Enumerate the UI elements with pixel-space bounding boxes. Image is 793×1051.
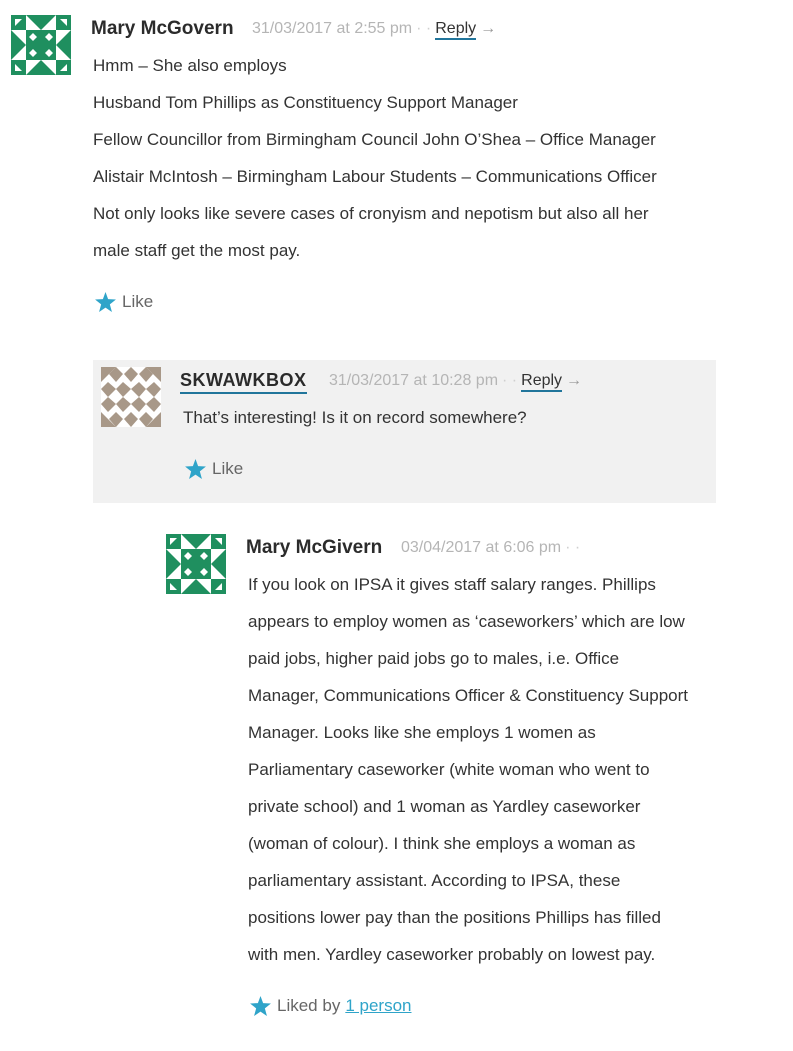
star-icon — [185, 459, 206, 479]
comment-text-line: Manager. Looks like she employs 1 women as — [248, 723, 596, 742]
avatar-identicon-icon[interactable] — [11, 15, 71, 75]
comment-author: Mary McGivern — [246, 537, 383, 558]
comment-text-line: Manager, Communications Officer & Constituency Support — [248, 686, 689, 705]
reply-button[interactable]: Reply — [435, 20, 476, 40]
comment-text-line: male staff get the most pay. — [93, 241, 301, 260]
like-label: Like — [122, 292, 154, 311]
comment-text-line: Husband Tom Phillips as Constituency Support Manager — [93, 93, 518, 112]
meta-dots: · · — [565, 539, 581, 556]
star-icon[interactable] — [250, 996, 271, 1016]
comment-text-line: Fellow Councillor from Birmingham Council John O’Shea – Office Manager — [93, 130, 656, 149]
comment-text-line: parliamentary assistant. According to IPSA, these — [248, 871, 621, 890]
comment-author: Mary McGovern — [91, 18, 234, 39]
comment-meta — [252, 20, 496, 38]
like-button[interactable] — [95, 292, 153, 312]
comment-text-line: Alistair McIntosh – Birmingham Labour Students – Communications Officer — [93, 167, 657, 186]
comment-author-link[interactable]: SKWAWKBOX — [180, 370, 307, 394]
comment-meta — [401, 539, 580, 557]
comment-text-line: Parliamentary caseworker (white woman who went to — [248, 760, 650, 779]
avatar-identicon-icon[interactable] — [101, 367, 161, 427]
avatar-identicon-icon[interactable] — [166, 534, 226, 594]
comment-text-line: Not only looks like severe cases of cronyism and nepotism but also all her — [93, 204, 649, 223]
comment-text-line: paid jobs, higher paid jobs go to males, i.e. Office — [248, 649, 620, 668]
comment-text-line: with men. Yardley caseworker probably on lowest pay. — [248, 945, 656, 964]
meta-dots: · · — [502, 372, 518, 389]
comment-date[interactable]: 31/03/2017 at 10:28 pm — [329, 372, 499, 389]
comment-text-line: Hmm – She also employs — [93, 56, 287, 75]
comment-date[interactable]: 03/04/2017 at 6:06 pm — [401, 539, 562, 556]
like-label: Like — [212, 459, 244, 478]
comment-text-line: If you look on IPSA it gives staff salary ranges. Phillips — [248, 575, 656, 594]
comment-text-line: appears to employ women as ‘caseworkers’ which are low — [248, 612, 685, 631]
comment-date[interactable]: 31/03/2017 at 2:55 pm — [252, 20, 413, 37]
liked-by-link[interactable]: 1 person — [345, 996, 412, 1015]
reply-arrow-icon: → — [566, 372, 583, 389]
reply-arrow-icon: → — [480, 20, 497, 37]
liked-by-label: Liked by — [277, 996, 341, 1015]
comment-meta — [329, 372, 582, 390]
comment-text-line: positions lower pay than the positions Phillips has filled — [248, 908, 661, 927]
comment-text-line: private school) and 1 woman as Yardley caseworker — [248, 797, 641, 816]
like-button[interactable] — [185, 459, 243, 479]
comment-text-line: That’s interesting! Is it on record somewhere? — [183, 408, 527, 427]
liked-by — [250, 996, 412, 1016]
reply-button[interactable]: Reply — [521, 372, 562, 392]
star-icon — [95, 292, 116, 312]
meta-dots: · · — [416, 20, 432, 37]
comment-text-line: (woman of colour). I think she employs a woman as — [248, 834, 636, 853]
